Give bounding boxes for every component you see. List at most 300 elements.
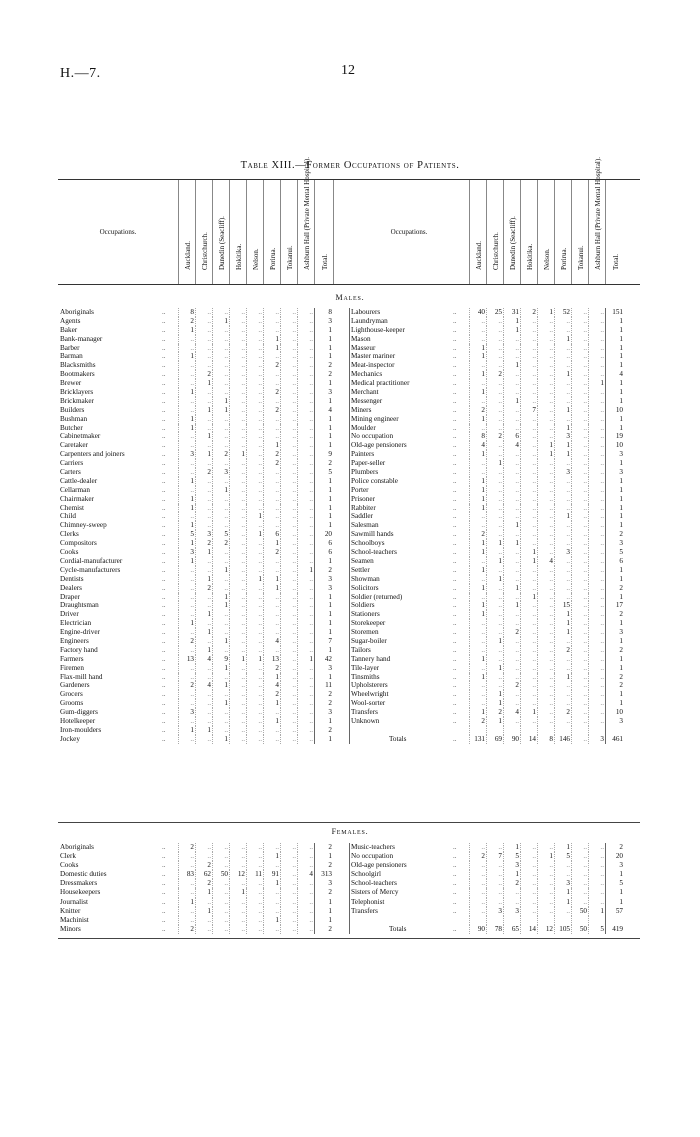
count-cell: .. bbox=[537, 424, 554, 433]
count-cell: 2 bbox=[178, 843, 195, 852]
count-cell: .. bbox=[520, 495, 537, 504]
count-cell: .. bbox=[571, 646, 588, 655]
count-cell: .. bbox=[486, 495, 503, 504]
count-cell: 2 bbox=[486, 708, 503, 717]
count-cell: .. bbox=[195, 852, 212, 861]
row-total-cell: 1 bbox=[314, 735, 333, 744]
row-total-cell: 1 bbox=[314, 916, 333, 925]
count-cell: 1 bbox=[297, 566, 314, 575]
count-cell: .. bbox=[229, 468, 246, 477]
count-cell: 2 bbox=[178, 681, 195, 690]
count-cell: .. bbox=[297, 861, 314, 870]
count-cell: 3 bbox=[503, 861, 520, 870]
column-header bbox=[503, 180, 521, 284]
count-cell: .. bbox=[178, 628, 195, 637]
row-total-cell: 2 bbox=[605, 646, 624, 655]
row-total-cell: 9 bbox=[314, 450, 333, 459]
males-left-occupation-name: Bushman bbox=[60, 414, 88, 423]
count-cell: .. bbox=[229, 495, 246, 504]
count-cell: .. bbox=[571, 575, 588, 584]
count-cell: 1 bbox=[469, 708, 486, 717]
row-total-cell: 3 bbox=[605, 539, 624, 548]
count-cell: 2 bbox=[469, 530, 486, 539]
count-cell: .. bbox=[246, 601, 263, 610]
count-cell: .. bbox=[520, 450, 537, 459]
count-cell bbox=[486, 726, 503, 735]
count-cell: .. bbox=[486, 655, 503, 664]
males-right-occupation-name: Soldiers bbox=[351, 601, 375, 610]
row-total-cell: 1 bbox=[314, 344, 333, 353]
count-cell: 1 bbox=[212, 397, 229, 406]
count-cell: .. bbox=[588, 344, 605, 353]
column-header-label: Dunedin (Seacliff). bbox=[508, 216, 517, 270]
males-right-occupation-name: Medical practitioner bbox=[351, 379, 410, 388]
count-cell: 14 bbox=[520, 735, 537, 744]
count-cell: .. bbox=[486, 477, 503, 486]
row-total-cell: 8 bbox=[314, 308, 333, 317]
count-cell: 4 bbox=[195, 681, 212, 690]
row-total-cell: 20 bbox=[605, 852, 624, 861]
count-cell: .. bbox=[588, 861, 605, 870]
count-cell: 1 bbox=[469, 504, 486, 513]
count-cell: .. bbox=[554, 566, 571, 575]
count-cell: .. bbox=[297, 344, 314, 353]
count-cell: .. bbox=[486, 861, 503, 870]
count-cell: .. bbox=[297, 406, 314, 415]
column-header bbox=[469, 180, 487, 284]
males-right-occupation-name: Tannery hand bbox=[351, 654, 391, 663]
section-males: Males. bbox=[335, 293, 365, 302]
count-cell: .. bbox=[297, 690, 314, 699]
count-cell: .. bbox=[212, 852, 229, 861]
females-left-occupation-name: Minors bbox=[60, 924, 81, 933]
count-cell: .. bbox=[537, 415, 554, 424]
row-total-cell: 1 bbox=[605, 477, 624, 486]
count-cell: 3 bbox=[178, 708, 195, 717]
count-cell: .. bbox=[280, 415, 297, 424]
count-cell: 1 bbox=[212, 681, 229, 690]
count-cell: .. bbox=[520, 344, 537, 353]
count-cell: .. bbox=[503, 406, 520, 415]
leader-dots: .. bbox=[162, 734, 166, 743]
count-cell: .. bbox=[195, 317, 212, 326]
count-cell: 1 bbox=[178, 619, 195, 628]
table-bottom-rule bbox=[58, 938, 640, 939]
column-header bbox=[554, 180, 572, 284]
count-cell: .. bbox=[571, 459, 588, 468]
count-cell: .. bbox=[212, 388, 229, 397]
males-left-occupation-name: Firemen bbox=[60, 663, 84, 672]
count-cell: .. bbox=[554, 870, 571, 879]
leader-dots: .. bbox=[453, 521, 457, 530]
count-cell: .. bbox=[520, 699, 537, 708]
count-cell: .. bbox=[297, 637, 314, 646]
males-right-occupation-name: Meat-inspector bbox=[351, 361, 395, 370]
count-cell: .. bbox=[229, 861, 246, 870]
count-cell: .. bbox=[280, 735, 297, 744]
count-cell: .. bbox=[229, 521, 246, 530]
count-cell: .. bbox=[520, 441, 537, 450]
count-cell: .. bbox=[195, 619, 212, 628]
count-cell: .. bbox=[280, 852, 297, 861]
count-cell: .. bbox=[280, 495, 297, 504]
count-cell: 1 bbox=[229, 888, 246, 897]
count-cell: .. bbox=[212, 432, 229, 441]
count-cell: .. bbox=[503, 450, 520, 459]
count-cell: .. bbox=[178, 575, 195, 584]
count-cell: .. bbox=[280, 646, 297, 655]
count-cell: .. bbox=[229, 619, 246, 628]
column-header-label: Total. bbox=[320, 253, 329, 270]
count-cell: .. bbox=[537, 699, 554, 708]
leader-dots: .. bbox=[162, 654, 166, 663]
count-cell: .. bbox=[212, 708, 229, 717]
count-cell: .. bbox=[469, 593, 486, 602]
leader-dots: .. bbox=[453, 512, 457, 521]
page-header bbox=[58, 63, 642, 86]
count-cell: .. bbox=[486, 601, 503, 610]
count-cell: .. bbox=[537, 530, 554, 539]
count-cell: 1 bbox=[486, 699, 503, 708]
row-total-cell: 1 bbox=[605, 637, 624, 646]
row-total-cell: 2 bbox=[605, 610, 624, 619]
count-cell: 1 bbox=[246, 575, 263, 584]
leader-dots: .. bbox=[162, 565, 166, 574]
count-cell: .. bbox=[280, 708, 297, 717]
leader-dots: .. bbox=[162, 628, 166, 637]
count-cell: .. bbox=[520, 317, 537, 326]
count-cell: .. bbox=[520, 326, 537, 335]
count-cell: .. bbox=[263, 415, 280, 424]
row-total-cell: 2 bbox=[314, 726, 333, 735]
occupations-header: Occupations. bbox=[390, 228, 428, 236]
count-cell: 1 bbox=[469, 610, 486, 619]
count-cell: .. bbox=[571, 379, 588, 388]
count-cell: .. bbox=[297, 584, 314, 593]
count-cell: .. bbox=[280, 681, 297, 690]
leader-dots: .. bbox=[453, 681, 457, 690]
count-cell: .. bbox=[554, 539, 571, 548]
count-cell: 3 bbox=[486, 907, 503, 916]
males-table bbox=[58, 308, 640, 744]
count-cell: 1 bbox=[178, 495, 195, 504]
count-cell: .. bbox=[246, 916, 263, 925]
leader-dots: .. bbox=[162, 574, 166, 583]
leader-dots: .. bbox=[453, 334, 457, 343]
leader-dots: .. bbox=[453, 734, 457, 743]
count-cell: .. bbox=[571, 344, 588, 353]
count-cell: 1 bbox=[229, 450, 246, 459]
males-left-occupation-name: Bricklayers bbox=[60, 388, 94, 397]
count-cell: .. bbox=[571, 610, 588, 619]
leader-dots: .. bbox=[162, 699, 166, 708]
count-cell: .. bbox=[588, 388, 605, 397]
count-cell: 1 bbox=[246, 530, 263, 539]
count-cell: .. bbox=[280, 593, 297, 602]
count-cell: .. bbox=[195, 352, 212, 361]
count-cell: .. bbox=[469, 637, 486, 646]
count-cell: .. bbox=[503, 379, 520, 388]
count-cell: .. bbox=[588, 888, 605, 897]
column-header-label: Total. bbox=[611, 253, 620, 270]
column-header bbox=[314, 180, 334, 284]
count-cell: .. bbox=[503, 530, 520, 539]
column-header-label: Auckland. bbox=[474, 241, 483, 270]
row-total-cell: 2 bbox=[314, 370, 333, 379]
count-cell: .. bbox=[246, 852, 263, 861]
males-right-occupation-name: Upholsterers bbox=[351, 681, 388, 690]
count-cell: 1 bbox=[554, 673, 571, 682]
count-cell: .. bbox=[588, 593, 605, 602]
count-cell: .. bbox=[486, 317, 503, 326]
count-cell: 131 bbox=[469, 735, 486, 744]
count-cell: 2 bbox=[212, 539, 229, 548]
leader-dots: .. bbox=[453, 716, 457, 725]
count-cell: .. bbox=[537, 566, 554, 575]
count-cell: .. bbox=[571, 888, 588, 897]
count-cell: .. bbox=[212, 673, 229, 682]
count-cell: .. bbox=[571, 397, 588, 406]
count-cell: 1 bbox=[212, 735, 229, 744]
count-cell: .. bbox=[588, 512, 605, 521]
males-right-occupation-name: Showman bbox=[351, 574, 380, 583]
leader-dots: .. bbox=[162, 370, 166, 379]
count-cell: .. bbox=[297, 530, 314, 539]
row-total-cell: 1 bbox=[605, 335, 624, 344]
count-cell: 1 bbox=[263, 916, 280, 925]
count-cell: .. bbox=[280, 628, 297, 637]
leader-dots: .. bbox=[162, 423, 166, 432]
count-cell: .. bbox=[229, 646, 246, 655]
occupations-header-cell bbox=[349, 180, 470, 284]
count-cell: .. bbox=[246, 352, 263, 361]
leader-dots: .. bbox=[162, 405, 166, 414]
count-cell: .. bbox=[469, 907, 486, 916]
count-cell: .. bbox=[537, 361, 554, 370]
leader-dots: .. bbox=[453, 870, 457, 879]
count-cell: 1 bbox=[212, 593, 229, 602]
leader-dots: .. bbox=[453, 388, 457, 397]
count-cell: .. bbox=[195, 512, 212, 521]
count-cell: .. bbox=[246, 637, 263, 646]
count-cell: .. bbox=[503, 566, 520, 575]
row-total-cell: 6 bbox=[314, 539, 333, 548]
count-cell: .. bbox=[195, 477, 212, 486]
males-left-occupation-name: Iron-moulders bbox=[60, 725, 102, 734]
count-cell: 1 bbox=[486, 637, 503, 646]
count-cell: 83 bbox=[178, 870, 195, 879]
count-cell: .. bbox=[246, 673, 263, 682]
count-cell: .. bbox=[571, 655, 588, 664]
count-cell: .. bbox=[280, 843, 297, 852]
count-cell: .. bbox=[571, 512, 588, 521]
count-cell: .. bbox=[537, 690, 554, 699]
count-cell: .. bbox=[178, 344, 195, 353]
count-cell: .. bbox=[280, 601, 297, 610]
count-cell: .. bbox=[503, 335, 520, 344]
count-cell: .. bbox=[263, 424, 280, 433]
count-cell: .. bbox=[469, 879, 486, 888]
column-header-label: Dunedin (Seacliff). bbox=[217, 216, 226, 270]
males-right-occupation-name: Solicitors bbox=[351, 583, 379, 592]
count-cell: 1 bbox=[263, 441, 280, 450]
leader-dots: .. bbox=[162, 915, 166, 924]
count-cell: .. bbox=[537, 397, 554, 406]
column-header-label: Hokitika. bbox=[525, 243, 534, 270]
count-cell: .. bbox=[297, 361, 314, 370]
count-cell: .. bbox=[520, 879, 537, 888]
count-cell: 1 bbox=[469, 450, 486, 459]
count-cell: 1 bbox=[554, 450, 571, 459]
count-cell: 1 bbox=[486, 690, 503, 699]
count-cell: .. bbox=[297, 432, 314, 441]
count-cell: 1 bbox=[469, 352, 486, 361]
count-cell: .. bbox=[229, 852, 246, 861]
column-header-label: Christchurch. bbox=[491, 232, 500, 270]
row-total-cell: 151 bbox=[605, 308, 624, 317]
count-cell: .. bbox=[554, 361, 571, 370]
count-cell: .. bbox=[212, 726, 229, 735]
leader-dots: .. bbox=[162, 379, 166, 388]
males-left-occupation-name: Brickmaker bbox=[60, 396, 94, 405]
row-total-cell: 1 bbox=[314, 557, 333, 566]
count-cell: .. bbox=[503, 352, 520, 361]
row-total-cell: 5 bbox=[605, 879, 624, 888]
count-cell: .. bbox=[520, 477, 537, 486]
females-right-occupation-name: Telephonist bbox=[351, 897, 385, 906]
row-total-cell: 1 bbox=[314, 486, 333, 495]
count-cell: 1 bbox=[554, 424, 571, 433]
count-cell: .. bbox=[537, 717, 554, 726]
count-cell: .. bbox=[469, 843, 486, 852]
count-cell: .. bbox=[212, 326, 229, 335]
count-cell: .. bbox=[554, 557, 571, 566]
count-cell: .. bbox=[486, 646, 503, 655]
count-cell: .. bbox=[246, 539, 263, 548]
column-header bbox=[571, 180, 589, 284]
count-cell: .. bbox=[571, 388, 588, 397]
count-cell: .. bbox=[246, 370, 263, 379]
count-cell: .. bbox=[280, 916, 297, 925]
count-cell: .. bbox=[212, 361, 229, 370]
row-total-cell: 3 bbox=[605, 450, 624, 459]
count-cell: 1 bbox=[554, 628, 571, 637]
count-cell: .. bbox=[280, 717, 297, 726]
count-cell: 1 bbox=[195, 575, 212, 584]
count-cell: .. bbox=[263, 504, 280, 513]
count-cell: .. bbox=[571, 628, 588, 637]
count-cell: .. bbox=[246, 308, 263, 317]
count-cell: .. bbox=[520, 521, 537, 530]
row-total-cell: 2 bbox=[605, 584, 624, 593]
count-cell: .. bbox=[297, 370, 314, 379]
count-cell: .. bbox=[520, 504, 537, 513]
row-total-cell: 10 bbox=[605, 708, 624, 717]
row-total-cell: 19 bbox=[605, 432, 624, 441]
count-cell: .. bbox=[178, 379, 195, 388]
count-cell: .. bbox=[280, 907, 297, 916]
count-cell: .. bbox=[537, 512, 554, 521]
leader-dots: .. bbox=[162, 610, 166, 619]
males-right-occupation-name: Moulder bbox=[351, 423, 376, 432]
males-right-occupation-name: Rabbiter bbox=[351, 503, 376, 512]
count-cell: 69 bbox=[486, 735, 503, 744]
count-cell: .. bbox=[520, 415, 537, 424]
count-cell: .. bbox=[537, 898, 554, 907]
count-cell: .. bbox=[537, 406, 554, 415]
count-cell: .. bbox=[246, 628, 263, 637]
row-total-cell: 2 bbox=[605, 673, 624, 682]
leader-dots: .. bbox=[162, 343, 166, 352]
count-cell: 1 bbox=[520, 557, 537, 566]
count-cell: 1 bbox=[503, 584, 520, 593]
count-cell: .. bbox=[297, 852, 314, 861]
row-total-cell: 17 bbox=[605, 601, 624, 610]
row-total-cell: 461 bbox=[605, 735, 624, 744]
count-cell: .. bbox=[212, 415, 229, 424]
females-left-occupation-name: Machinist bbox=[60, 915, 89, 924]
count-cell: .. bbox=[503, 477, 520, 486]
count-cell: .. bbox=[503, 717, 520, 726]
count-cell: 1 bbox=[469, 486, 486, 495]
males-right-occupation-name: Mason bbox=[351, 334, 371, 343]
count-cell: 2 bbox=[195, 879, 212, 888]
row-total-cell: 1 bbox=[605, 388, 624, 397]
males-right-occupation-name: Storekeeper bbox=[351, 619, 386, 628]
count-cell: 52 bbox=[554, 308, 571, 317]
count-cell: .. bbox=[571, 530, 588, 539]
row-total-cell: 1 bbox=[605, 317, 624, 326]
leader-dots: .. bbox=[453, 592, 457, 601]
count-cell: .. bbox=[212, 619, 229, 628]
count-cell: .. bbox=[503, 699, 520, 708]
count-cell: 1 bbox=[537, 308, 554, 317]
females-right-occupation-name bbox=[351, 916, 461, 925]
males-right-occupation-name: Master mariner bbox=[351, 352, 396, 361]
count-cell: .. bbox=[503, 415, 520, 424]
count-cell: .. bbox=[297, 717, 314, 726]
count-cell: 1 bbox=[212, 566, 229, 575]
row-total-cell: 2 bbox=[314, 843, 333, 852]
count-cell: .. bbox=[280, 898, 297, 907]
count-cell: .. bbox=[520, 468, 537, 477]
count-cell: 3 bbox=[554, 432, 571, 441]
count-cell: 1 bbox=[554, 406, 571, 415]
count-cell: .. bbox=[486, 397, 503, 406]
count-cell: .. bbox=[178, 717, 195, 726]
count-cell: 1 bbox=[469, 388, 486, 397]
count-cell bbox=[554, 916, 571, 925]
count-cell: .. bbox=[195, 486, 212, 495]
count-cell: .. bbox=[520, 673, 537, 682]
half-separator bbox=[349, 843, 350, 934]
row-total-cell: 1 bbox=[314, 593, 333, 602]
count-cell: .. bbox=[195, 335, 212, 344]
count-cell: .. bbox=[520, 424, 537, 433]
count-cell: .. bbox=[554, 681, 571, 690]
leader-dots: .. bbox=[453, 708, 457, 717]
count-cell: .. bbox=[486, 610, 503, 619]
count-cell: .. bbox=[297, 681, 314, 690]
count-cell: .. bbox=[588, 717, 605, 726]
count-cell: .. bbox=[297, 898, 314, 907]
count-cell: .. bbox=[229, 486, 246, 495]
count-cell: .. bbox=[554, 575, 571, 584]
count-cell: .. bbox=[486, 681, 503, 690]
count-cell: .. bbox=[212, 610, 229, 619]
count-cell: .. bbox=[297, 557, 314, 566]
males-left-occupation-name: Jockey bbox=[60, 734, 80, 743]
